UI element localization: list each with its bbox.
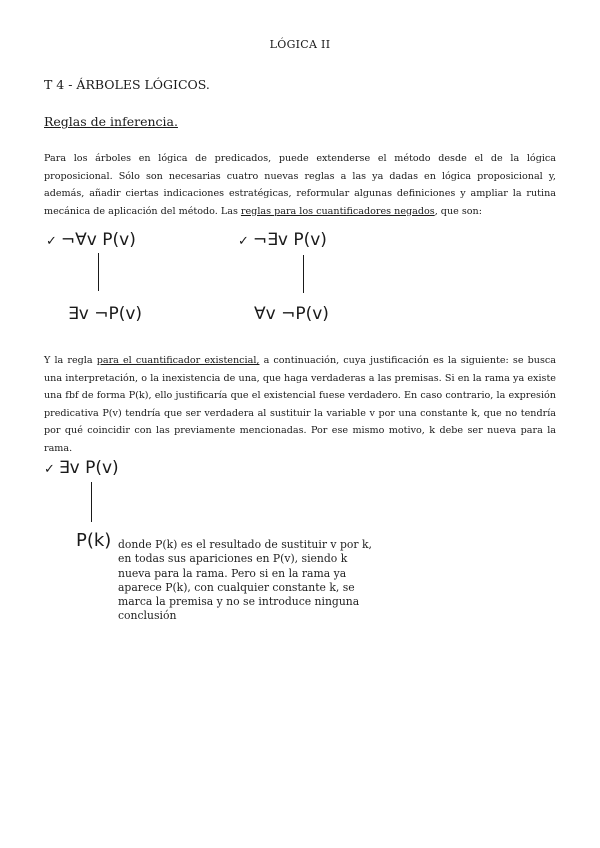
existential-premise-formula: ∃v P(v) [58, 458, 119, 478]
check-mark-icon: ✓ [46, 234, 57, 249]
section-title: T 4 - ÁRBOLES LÓGICOS. [44, 77, 210, 92]
existential-premise [44, 458, 119, 478]
existential-note: donde P(k) es el resultado de sustituir v por k, en todas sus apariciones en P(v), siendo k nueva para la rama. Pero si en la rama ya aparece P(k), con cualquier constante k, se marca la premisa y no se introduce ninguna conclusión [118, 538, 372, 623]
rule2-premise [238, 230, 327, 250]
existential-paragraph [44, 352, 556, 457]
rule1-premise [46, 230, 136, 250]
existential-conclusion: P(k) [76, 530, 112, 551]
intro-tail: , que son: [434, 205, 482, 217]
intro-paragraph [44, 150, 556, 220]
existential-quantifier-link: para el cuantificador existencial, [96, 355, 260, 366]
rule1-branch-line [98, 253, 99, 291]
check-mark-icon: ✓ [238, 234, 249, 249]
rule1-conclusion: ∃v ¬P(v) [68, 304, 143, 324]
rule2-premise-formula: ¬∃v P(v) [252, 230, 327, 250]
page-header: LÓGICA II [269, 38, 331, 51]
existential-text-rest: a continuación, cuya justificación es la siguiente: se busca una interpretación, o la inexistencia de una, que haga verdaderas a las premisas. Si en la rama ya existe una fbf de forma P(k), ello justificaría que el existencial fuese verdadero. En caso contrario, la expresión predicativa P(v) tendría que ser verdadera al sustituir la variable v por una constante k, que no tendría por qué coincidir con las previamente mencionadas. Por ese mismo motivo, k debe ser nueva para la rama. [44, 355, 556, 454]
rule1-premise-formula: ¬∀v P(v) [60, 230, 136, 250]
subtitle: Reglas de inferencia. [44, 114, 178, 129]
rule2-branch-line [303, 255, 304, 293]
existential-text-start: Y la regla [44, 355, 97, 366]
negated-quantifier-rules-link: reglas para los cuantificadores negados [240, 205, 435, 217]
intro-text: Para los árboles en lógica de predicados, puede extenderse el método desde el de la lógica proposicional. Sólo son necesarias cuatro nuevas reglas a las ya dadas en lógica proposicional y, además, añadir ciertas indicaciones estratégicas, reformular algunas definiciones y ampliar la rutina mecánica de aplicación del método. Las [44, 153, 556, 217]
existential-branch-line [91, 482, 92, 522]
rule2-conclusion: ∀v ¬P(v) [254, 304, 329, 324]
check-mark-icon: ✓ [44, 462, 55, 477]
